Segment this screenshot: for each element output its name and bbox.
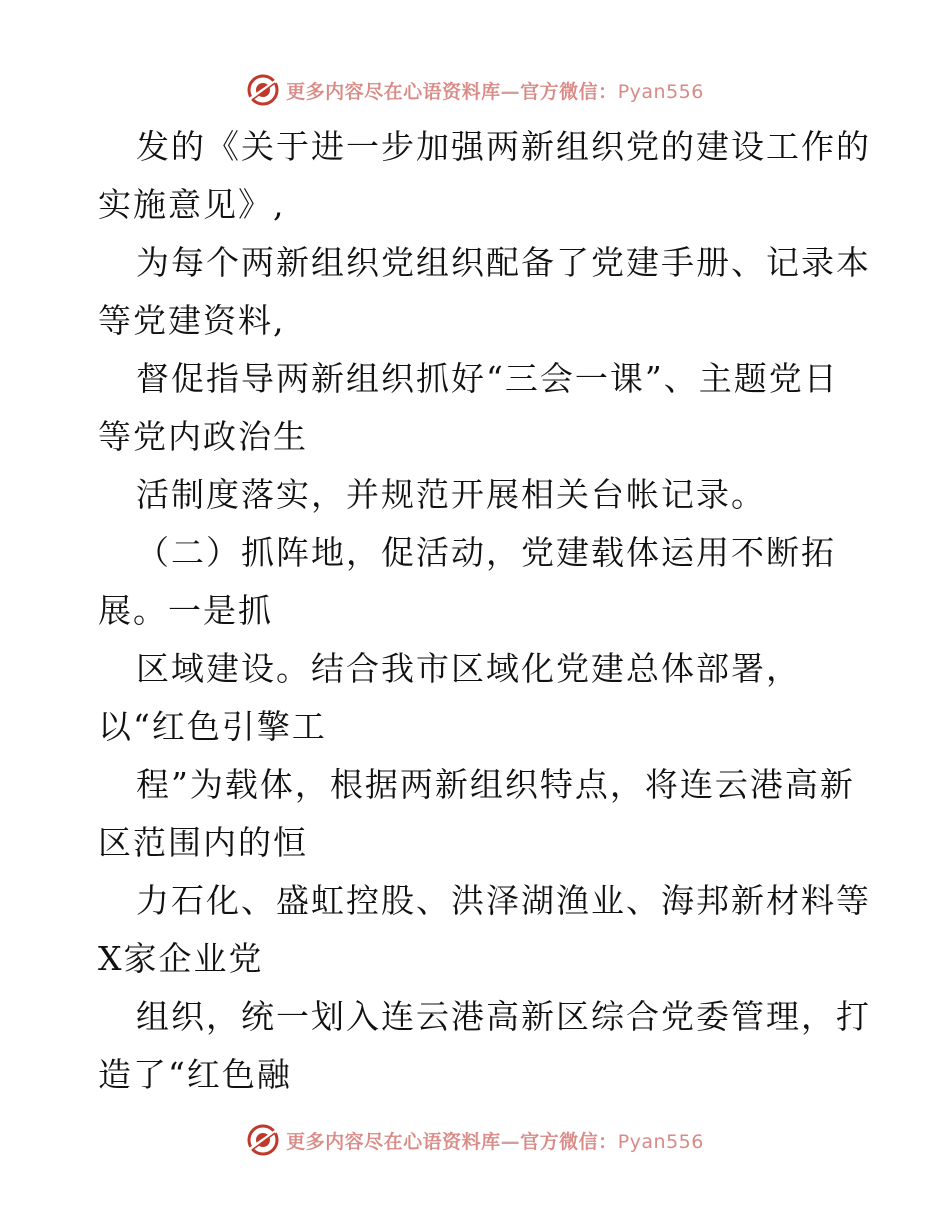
footer-wechat-label: 官方微信： <box>520 1130 618 1153</box>
body-line: 区域建设。结合我市区域化党建总体部署， <box>136 649 801 688</box>
page-header <box>0 70 950 110</box>
header-wechat-handle: Pyan556 <box>617 80 704 103</box>
body-line: 督促指导两新组织抓好“三会一课”、主题党日 <box>136 359 839 398</box>
body-line: （二）抓阵地，促活动，党建载体运用不断拓 <box>136 533 836 572</box>
body-line: 力石化、盛虹控股、洪泽湖渔业、海邦新材料等 <box>136 881 871 920</box>
body-line: 程”为载体，根据两新组织特点，将连云港高新 <box>136 765 855 804</box>
body-line: 为每个两新组织党组织配备了党建手册、记录本 <box>136 243 871 282</box>
footer-banner-text <box>286 1127 704 1154</box>
footer-wechat-handle: Pyan556 <box>617 1130 704 1153</box>
site-logo-icon <box>246 73 280 107</box>
page-footer <box>0 1120 950 1160</box>
site-logo-icon <box>246 1123 280 1157</box>
body-line: 展。一是抓 <box>98 591 273 630</box>
header-banner-text <box>286 77 704 104</box>
header-separator: — <box>500 80 521 103</box>
body-line: X家企业党 <box>98 939 264 978</box>
document-body <box>98 118 871 1104</box>
header-banner <box>246 73 704 107</box>
header-site-text: 更多内容尽在心语资料库 <box>286 80 501 103</box>
footer-banner <box>246 1123 704 1157</box>
header-wechat-label: 官方微信： <box>520 80 618 103</box>
body-line: 等党内政治生 <box>98 417 308 456</box>
body-line: 造了“红色融 <box>98 1055 292 1094</box>
body-line: 以“红色引擎工 <box>98 707 327 746</box>
footer-site-text: 更多内容尽在心语资料库 <box>286 1130 501 1153</box>
body-line: 区范围内的恒 <box>98 823 308 862</box>
footer-separator: — <box>500 1130 521 1153</box>
body-line: 等党建资料, <box>98 301 286 340</box>
body-line: 实施意见》, <box>98 185 286 224</box>
body-line: 组织，统一划入连云港高新区综合党委管理，打 <box>136 997 871 1036</box>
body-line: 活制度落实，并规范开展相关台帐记录。 <box>136 475 766 514</box>
body-line: 发的《关于进一步加强两新组织党的建设工作的 <box>136 127 871 166</box>
